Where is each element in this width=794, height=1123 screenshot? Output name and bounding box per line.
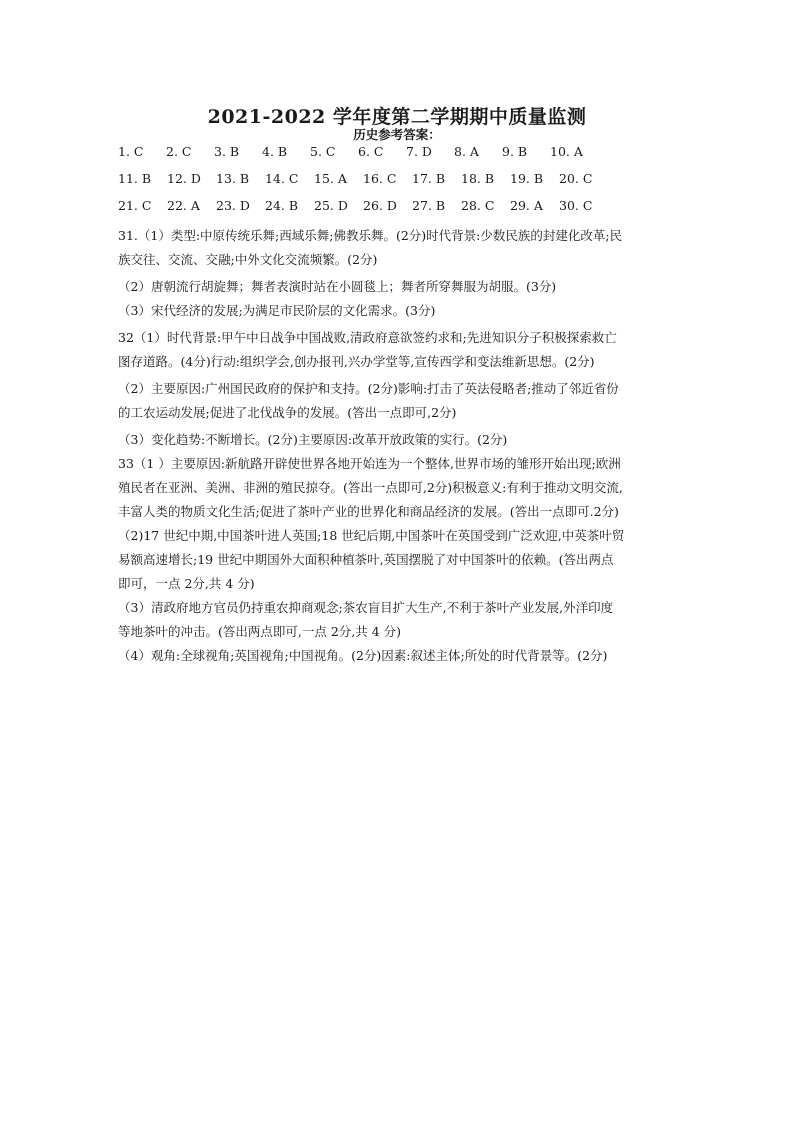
mc-answer-row <box>118 140 688 167</box>
answer-line: 的工农运动发展;促进了北伐战争的发展。(答出一点即可,2分) <box>118 405 457 420</box>
mc-answer: 14. C <box>265 171 299 186</box>
mc-answer: 17. B <box>412 171 446 186</box>
mc-answer: 27. B <box>412 198 446 213</box>
answer-line: 即可，一点 2分,共 4 分) <box>118 576 255 591</box>
mc-answer: 4. B <box>262 144 288 159</box>
mc-answer: 19. B <box>510 171 544 186</box>
mc-answer: 16. C <box>363 171 397 186</box>
mc-answer: 21. C <box>118 198 152 213</box>
answer-line: （3）清政府地方官员仍持重农抑商观念;茶农盲目扩大生产,不利于茶叶产业发展,外洋印度 <box>118 600 614 615</box>
mc-answer: 28. C <box>461 198 495 213</box>
mc-answer: 24. B <box>265 198 299 213</box>
answer-line: 33（1 ）主要原因:新航路开辟使世界各地开始连为一个整体,世界市场的雏形开始出现;欧洲 <box>118 456 621 471</box>
mc-answer: 29. A <box>510 198 543 213</box>
answer-line: 易额高速增长;19 世纪中期国外大面积种植茶叶,英国摆脱了对中国茶叶的依赖。(答出两点 <box>118 552 614 567</box>
answer-line: 31.（1）类型:中原传统乐舞;西域乐舞;佛教乐舞。(2分)时代背景:少数民族的封建化改革;民 <box>118 228 623 243</box>
mc-answer: 1. C <box>118 144 144 159</box>
answer-line: 族交往、交流、交融;中外文化交流频繁。(2分) <box>118 252 378 267</box>
mc-answer: 5. C <box>310 144 336 159</box>
answer-line: 图存道路。(4分)行动:组织学会,创办报刊,兴办学堂等,宣传西学和变法维新思想。(2分) <box>118 354 595 369</box>
mc-answer: 2. C <box>166 144 192 159</box>
mc-answer-row <box>118 194 688 221</box>
mc-answer-row <box>118 167 688 194</box>
mc-answer: 23. D <box>216 198 250 213</box>
answer-line: （4）观角:全球视角;英国视角;中国视角。(2分)因素:叙述主体;所处的时代背景等。(2分) <box>118 648 608 663</box>
mc-answer: 9. B <box>502 144 528 159</box>
mc-answer: 7. D <box>406 144 432 159</box>
mc-answer: 11. B <box>118 171 152 186</box>
answer-line: 32（1）时代背景:甲午中日战争中国战败,清政府意欲签约求和;先进知识分子积极探索救亡 <box>118 330 617 345</box>
mc-answer: 22. A <box>167 198 200 213</box>
mc-answer: 6. C <box>358 144 384 159</box>
answer-content <box>118 140 688 668</box>
mc-answer: 8. A <box>454 144 479 159</box>
answer-line: 等地茶叶的冲击。(答出两点即可,一点 2分,共 4 分) <box>118 624 402 639</box>
answer-line: （2）主要原因:广州国民政府的保护和支持。(2分)影响:打击了英法侵略者;推动了邻近省份 <box>118 381 619 396</box>
mc-answer: 15. A <box>314 171 347 186</box>
mc-answer: 12. D <box>167 171 201 186</box>
mc-answer: 26. D <box>363 198 397 213</box>
mc-answer: 13. B <box>216 171 250 186</box>
answer-line: （2）唐朝流行胡旋舞；舞者表演时站在小圆毯上；舞者所穿舞服为胡服。(3分) <box>118 279 557 294</box>
mc-answer: 25. D <box>314 198 348 213</box>
answer-line: （2)17 世纪中期,中国茶叶进人英国;18 世纪后期,中国茶叶在英国受到广泛欢迎,中英茶叶贸 <box>118 528 625 543</box>
mc-answer: 18. B <box>461 171 495 186</box>
answer-line: 殖民者在亚洲、美洲、非洲的殖民掠夺。(答出一点即可,2分)积极意义:有利于推动文明交流, <box>118 480 623 495</box>
document-title: 2021-2022 学年度第二学期期中质量监测 <box>207 106 587 128</box>
mc-answer: 3. B <box>214 144 240 159</box>
mc-answer: 30. C <box>559 198 593 213</box>
mc-answer: 10. A <box>550 144 583 159</box>
mc-answer: 20. C <box>559 171 593 186</box>
answer-line: （3）宋代经济的发展;为满足市民阶层的文化需求。(3分) <box>118 303 436 318</box>
document-subtitle: 历史参考答案： <box>353 127 441 142</box>
answer-line: 丰富人类的物质文化生活;促进了茶叶产业的世界化和商品经济的发展。(答出一点即可.2分) <box>118 504 619 519</box>
answer-line: （3）变化趋势:不断增长。(2分)主要原因:改革开放政策的实行。(2分) <box>118 432 508 447</box>
